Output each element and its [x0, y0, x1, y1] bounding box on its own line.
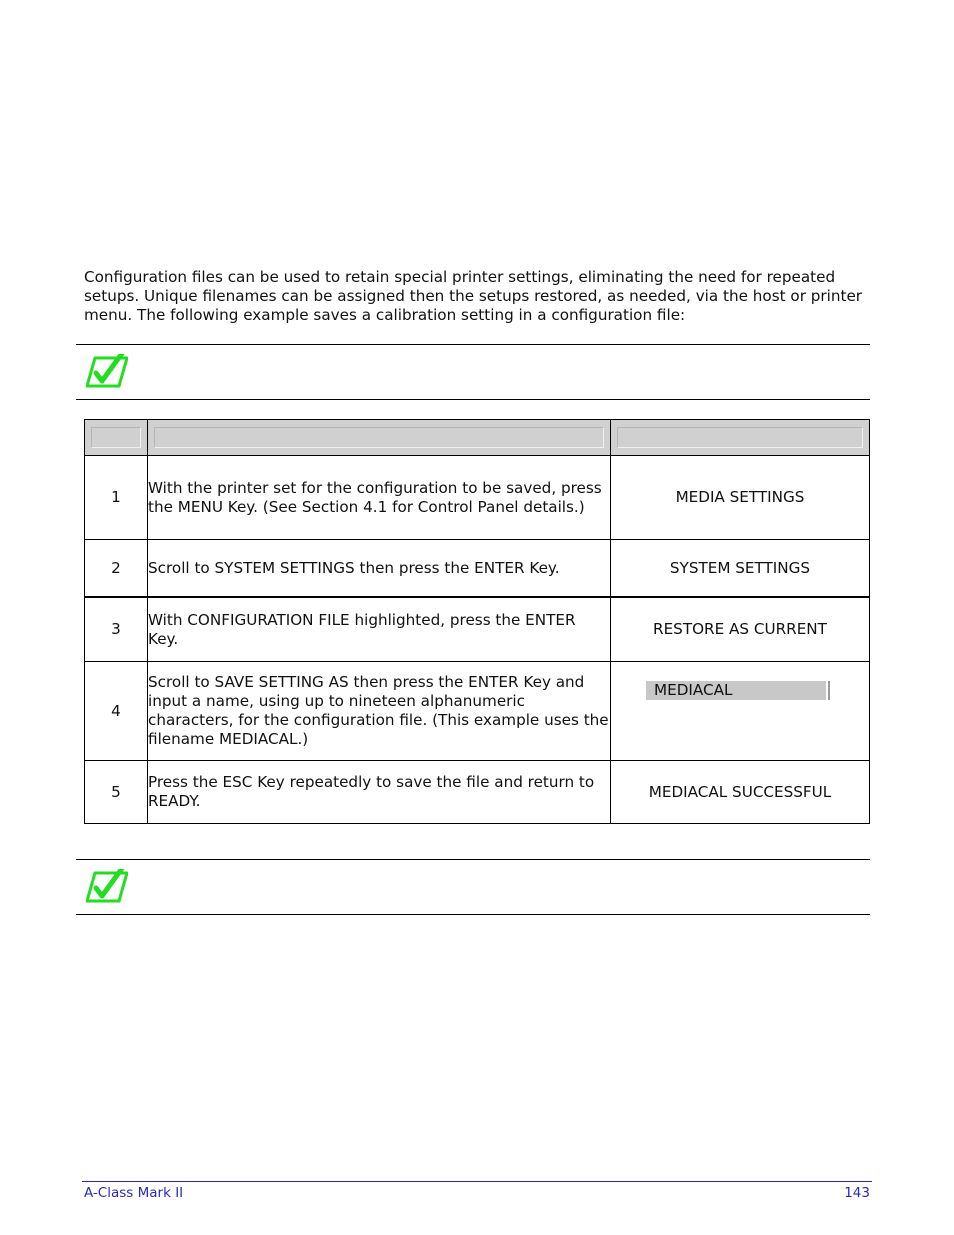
header-cell-display [611, 420, 870, 456]
table-row [85, 597, 870, 662]
step-action: With the printer set for the configuration to be saved, press the MENU Key. (See Section 4.1 for Control Panel details.) [148, 456, 611, 540]
step-display: MEDIA SETTINGS [611, 456, 870, 540]
step-number: 4 [85, 662, 148, 761]
footer-page-number: 143 [844, 1185, 870, 1201]
filename-entry-field [646, 681, 828, 700]
step-number: 5 [85, 761, 148, 824]
checkmark-note-icon [86, 869, 128, 905]
footer-divider [82, 1181, 872, 1182]
table-row [85, 540, 870, 598]
intro-paragraph: Configuration files can be used to retain special printer settings, eliminating the need for repeated setups. Unique filenames can be assigned then the setups restored, as needed, via the host or printer menu. The following example saves a calibration setting in a configuration file: [84, 268, 863, 324]
header-cell-step [85, 420, 148, 456]
note-box-top [76, 344, 870, 400]
step-display: SYSTEM SETTINGS [611, 540, 870, 598]
footer-product-name: A-Class Mark II [84, 1185, 184, 1201]
step-action: Scroll to SYSTEM SETTINGS then press the ENTER Key. [148, 540, 611, 598]
step-action: Scroll to SAVE SETTING AS then press the ENTER Key and input a name, using up to nineteen alphanumeric characters, for the configuration file. (This example uses the filename MEDIACAL.) [148, 662, 611, 761]
step-display: RESTORE AS CURRENT [611, 597, 870, 662]
step-number: 1 [85, 456, 148, 540]
step-number: 3 [85, 597, 148, 662]
step-action: Press the ESC Key repeatedly to save the file and return to READY. [148, 761, 611, 824]
table-row [85, 761, 870, 824]
note-box-bottom [76, 859, 870, 915]
filename-value: MEDIACAL [654, 681, 733, 699]
table-row [85, 662, 870, 761]
step-number: 2 [85, 540, 148, 598]
step-action: With CONFIGURATION FILE highlighted, press the ENTER Key. [148, 597, 611, 662]
step-display [611, 662, 870, 761]
table-header-row [85, 420, 870, 456]
header-cell-action [148, 420, 611, 456]
step-display: MEDIACAL SUCCESSFUL [611, 761, 870, 824]
procedure-table [84, 419, 870, 824]
checkmark-note-icon [86, 354, 128, 390]
table-row [85, 456, 870, 540]
